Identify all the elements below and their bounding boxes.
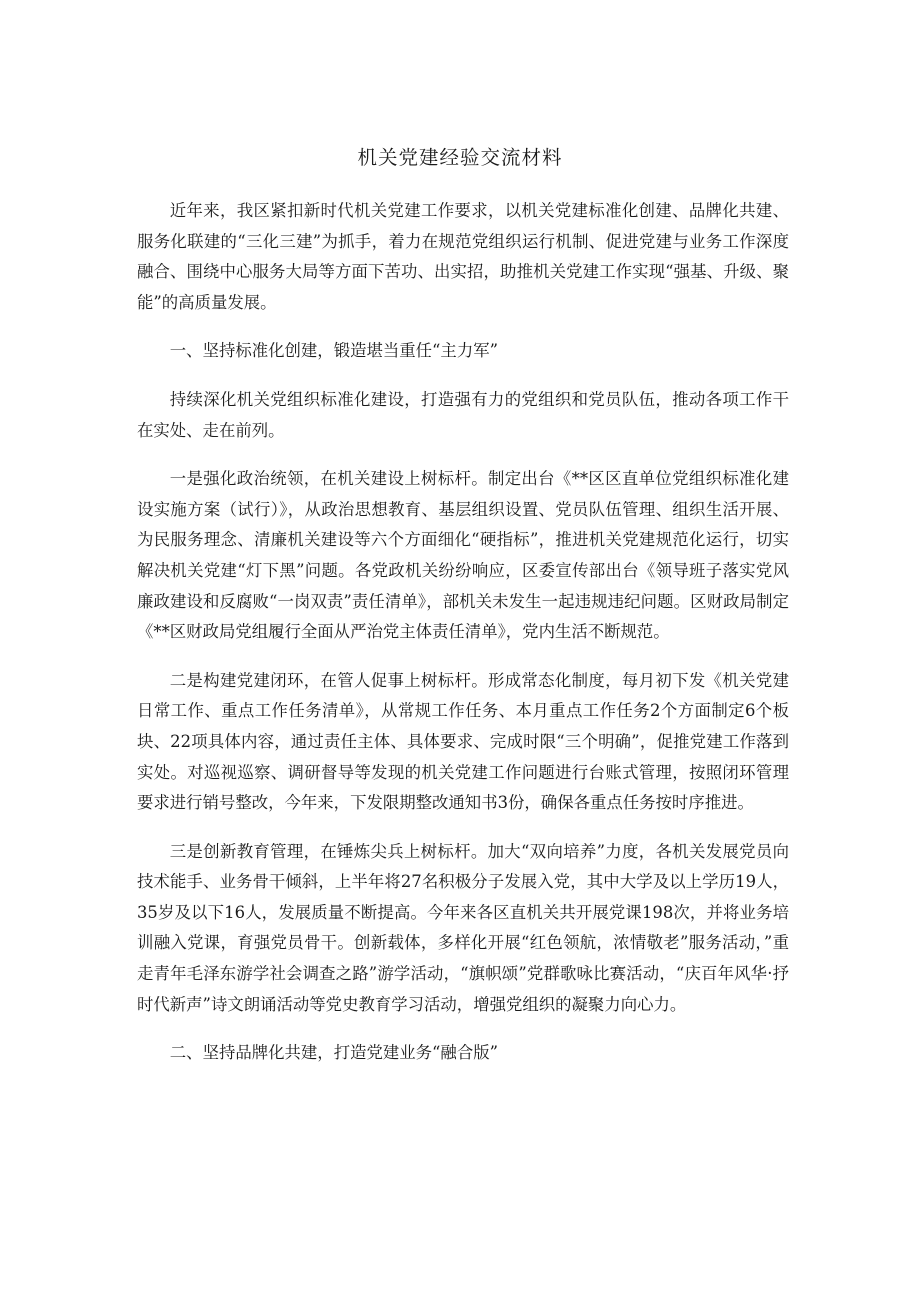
point-1-paragraph: 一是强化政治统领，在机关建设上树标杆。制定出台《**区区直单位党组织标准化建设实施方案（试行）》，从政治思想教育、基层组织设置、党员队伍管理、组织生活开展、为民服务理念、清廉机关建设等六个方面细化“硬指标”，推进机关党建规范化运行，切实解决机关党建“灯下黑”问题。各党政机关纷纷响应，区委宣传部出台《领导班子落实党风廉政建设和反腐败“一岗双责”责任清单》，部机关未发生一起违规违纪问题。区财政局制定《**区财政局党组履行全面从严治党主体责任清单》，党内生活不断规范。 — [137, 469, 789, 642]
document-title: 机关党建经验交流材料 — [357, 146, 563, 169]
point-2-paragraph: 二是构建党建闭环，在管人促事上树标杆。形成常态化制度，每月初下发《机关党建日常工作、重点工作任务清单》，从常规工作任务、本月重点工作任务2个方面制定6个板块、22项具体内容，通过责任主体、具体要求、完成时限“三个明确”，促推党建工作落到实处。对巡视巡察、调研督导等发现的机关党建工作问题进行台账式管理，按照闭环管理要求进行销号整改，今年来，下发限期整改通知书3份，确保各重点任务按时序推进。 — [137, 670, 789, 813]
section-heading-1: 一、坚持标准化创建，锻造堪当重任“主力军” — [169, 341, 498, 361]
point-3-paragraph: 三是创新教育管理，在锤炼尖兵上树标杆。加大“双向培养”力度，各机关发展党员向技术能手、业务骨干倾斜，上半年将27名积极分子发展入党，其中大学及以上学历19人，35岁及以下16人，发展质量不断提高。今年来各区直机关共开展党课198次，并将业务培训融入党课，育强党员骨干。创新载体，多样化开展“红色领航，浓情敬老”服务活动，”重走青年毛泽东游学社会调查之路”游学活动，“旗帜颂”党群歌咏比赛活动，“庆百年风华·抒时代新声”诗文朗诵活动等党史教育学习活动，增强党组织的凝聚力向心力。 — [137, 841, 789, 1014]
document-body — [137, 196, 789, 1087]
section-1-summary-paragraph: 持续深化机关党组织标准化建设，打造强有力的党组织和党员队伍，推动各项工作干在实处、走在前列。 — [137, 389, 789, 440]
section-heading-2: 二、坚持品牌化共建，打造党建业务“融合版” — [169, 1043, 498, 1063]
intro-paragraph: 近年来，我区紧扣新时代机关党建工作要求，以机关党建标准化创建、品牌化共建、服务化联建的“三化三建”为抓手，着力在规范党组织运行机制、促进党建与业务工作深度融合、围绕中心服务大局等方面下苦功、出实招，助推机关党建工作实现“强基、升级、聚能”的高质量发展。 — [137, 201, 789, 312]
